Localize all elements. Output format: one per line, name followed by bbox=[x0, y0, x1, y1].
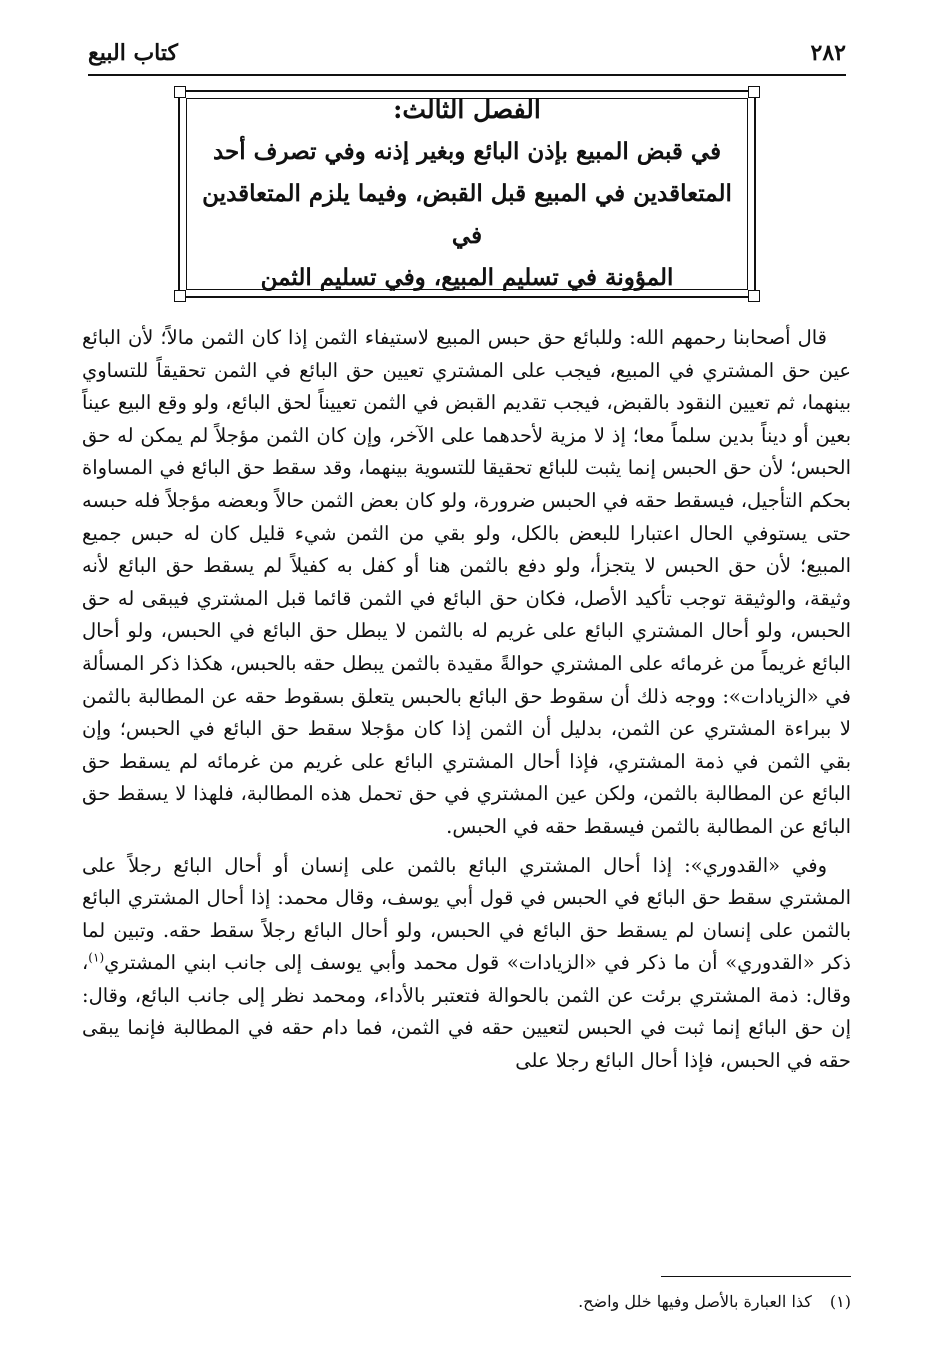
footnote bbox=[578, 1290, 851, 1314]
chapter-title-inner-frame bbox=[186, 95, 748, 291]
paragraph-text: ، وقال: ذمة المشتري برئت عن الثمن بالحوالة فتعتبر بالأداء، ومحمد نظر إلى جانب البائع، وقال: إن حق البائع إنما ثبت في الحبس لتعيين حقه في الثمن، فما دام حقه في المطالبة فإنما يبقى حقه في الحبس، فإذا أحال البائع رجلا على bbox=[82, 951, 851, 1073]
book-title: كتاب البيع bbox=[88, 40, 178, 66]
main-text bbox=[82, 322, 851, 1078]
frame-corner-ornament bbox=[174, 86, 186, 98]
footnote-text: كذا العبارة بالأصل وفيها خلل واضح. bbox=[578, 1292, 812, 1311]
chapter-subtitle-line: المتعاقدين في المبيع قبل القبض، وفيما يلزم المتعاقدين في bbox=[202, 180, 732, 249]
page-number: ٢٨٢ bbox=[810, 40, 846, 66]
chapter-subtitle-line: في قبض المبيع بإذن البائع وبغير إذنه وفي تصرف أحد bbox=[212, 138, 722, 165]
chapter-subtitle-line: المؤونة في تسليم المبيع، وفي تسليم الثمن bbox=[260, 264, 674, 291]
footnote-divider bbox=[661, 1276, 851, 1277]
paragraph: قال أصحابنا رحمهم الله: وللبائع حق حبس المبيع لاستيفاء الثمن إذا كان الثمن مالاً؛ لأن البائع عين حق المشتري في المبيع، فيجب على المشتري تعيين حق البائع في الثمن تحقيقاً للتساوي بينهما، ثم تعيين النقود بالقبض، فيجب تقديم القبض في الثمن تعييناً لحق البائع، ولو وقع البيع عيناً بعين أو ديناً بدين سلماً معا؛ إذ لا مزية لأحدهما على الآخر، وإن كان الثمن مؤجلاً لم يمكن له حق الحبس؛ لأن حق الحبس إنما يثبت للبائع تحقيقا للتسوية بينهما، وقد سقط حق البائع في المساواة بحكم التأجيل، فيسقط حقه في الحبس ضرورة، ولو كان بعض الثمن حالاً وبعضه مؤجلاً فله حبسه حتى يستوفي الحال اعتبارا للبعض بالكل، ولو بقي من الثمن شيء قليل كان له حبس جميع المبيع؛ لأن حق الحبس لا يتجزأ، ولو دفع بالثمن هنا أو كفل به كفيلاً لم يسقط حق البائع لأنه وثيقة، والوثيقة توجب تأكيد الأصل، فكان حق البائع في الثمن قائما قبل المشتري فيبقى له حق الحبس، ولو أحال المشتري البائع على غريم له بالثمن لا يبطل حق البائع في الحبس، ولو أحال البائع غريماً من غرمائه على المشتري حوالةً مقيدة بالثمن يبطل حقه بالحبس، هكذا ذكر المسألة في «الزيادات»: ووجه ذلك أن سقوط حق البائع بالحبس يتعلق بسقوط حقه عن المطالبة بالثمن لا ببراءة المشتري عن الثمن، بدليل أن الثمن إذا كان مؤجلا سقط حق البائع في الحبس؛ وإن بقي الثمن في ذمة المشتري، فإذا أحال المشتري البائع على غريم من غرمائه لم يسقط حق البائع عن المطالبة بالثمن، ولكن عين المشتري في حق تحمل هذه المطالبة، فلهذا لا يسقط حق البائع عن المطالبة بالثمن فيسقط حقه في الحبس. bbox=[82, 326, 851, 838]
chapter-title-box bbox=[178, 90, 756, 298]
paragraph-text: وفي «القدوري»: إذا أحال المشتري البائع بالثمن على إنسان أو أحال البائع رجلاً على المشتري سقط حق البائع في الحبس في قول أبي يوسف، وقال محمد: إذا أحال المشتري البائع بالثمن على إنسان لم يسقط حق البائع في الحبس، ولو أحال البائع رجلاً سقط حقه. وتبين لما ذكر «القدوري» أن ما ذكر في «الزيادات» قول محمد وأبي يوسف إلى جانب ابني المشتري bbox=[82, 853, 851, 975]
frame-corner-ornament bbox=[748, 86, 760, 98]
footnote-reference: (١) bbox=[88, 950, 105, 965]
paragraph bbox=[82, 850, 851, 1078]
page-header bbox=[88, 40, 846, 76]
footnote-number: (١) bbox=[829, 1292, 851, 1311]
frame-corner-ornament bbox=[174, 290, 186, 302]
chapter-heading: الفصل الثالث: bbox=[393, 95, 541, 124]
frame-corner-ornament bbox=[748, 290, 760, 302]
